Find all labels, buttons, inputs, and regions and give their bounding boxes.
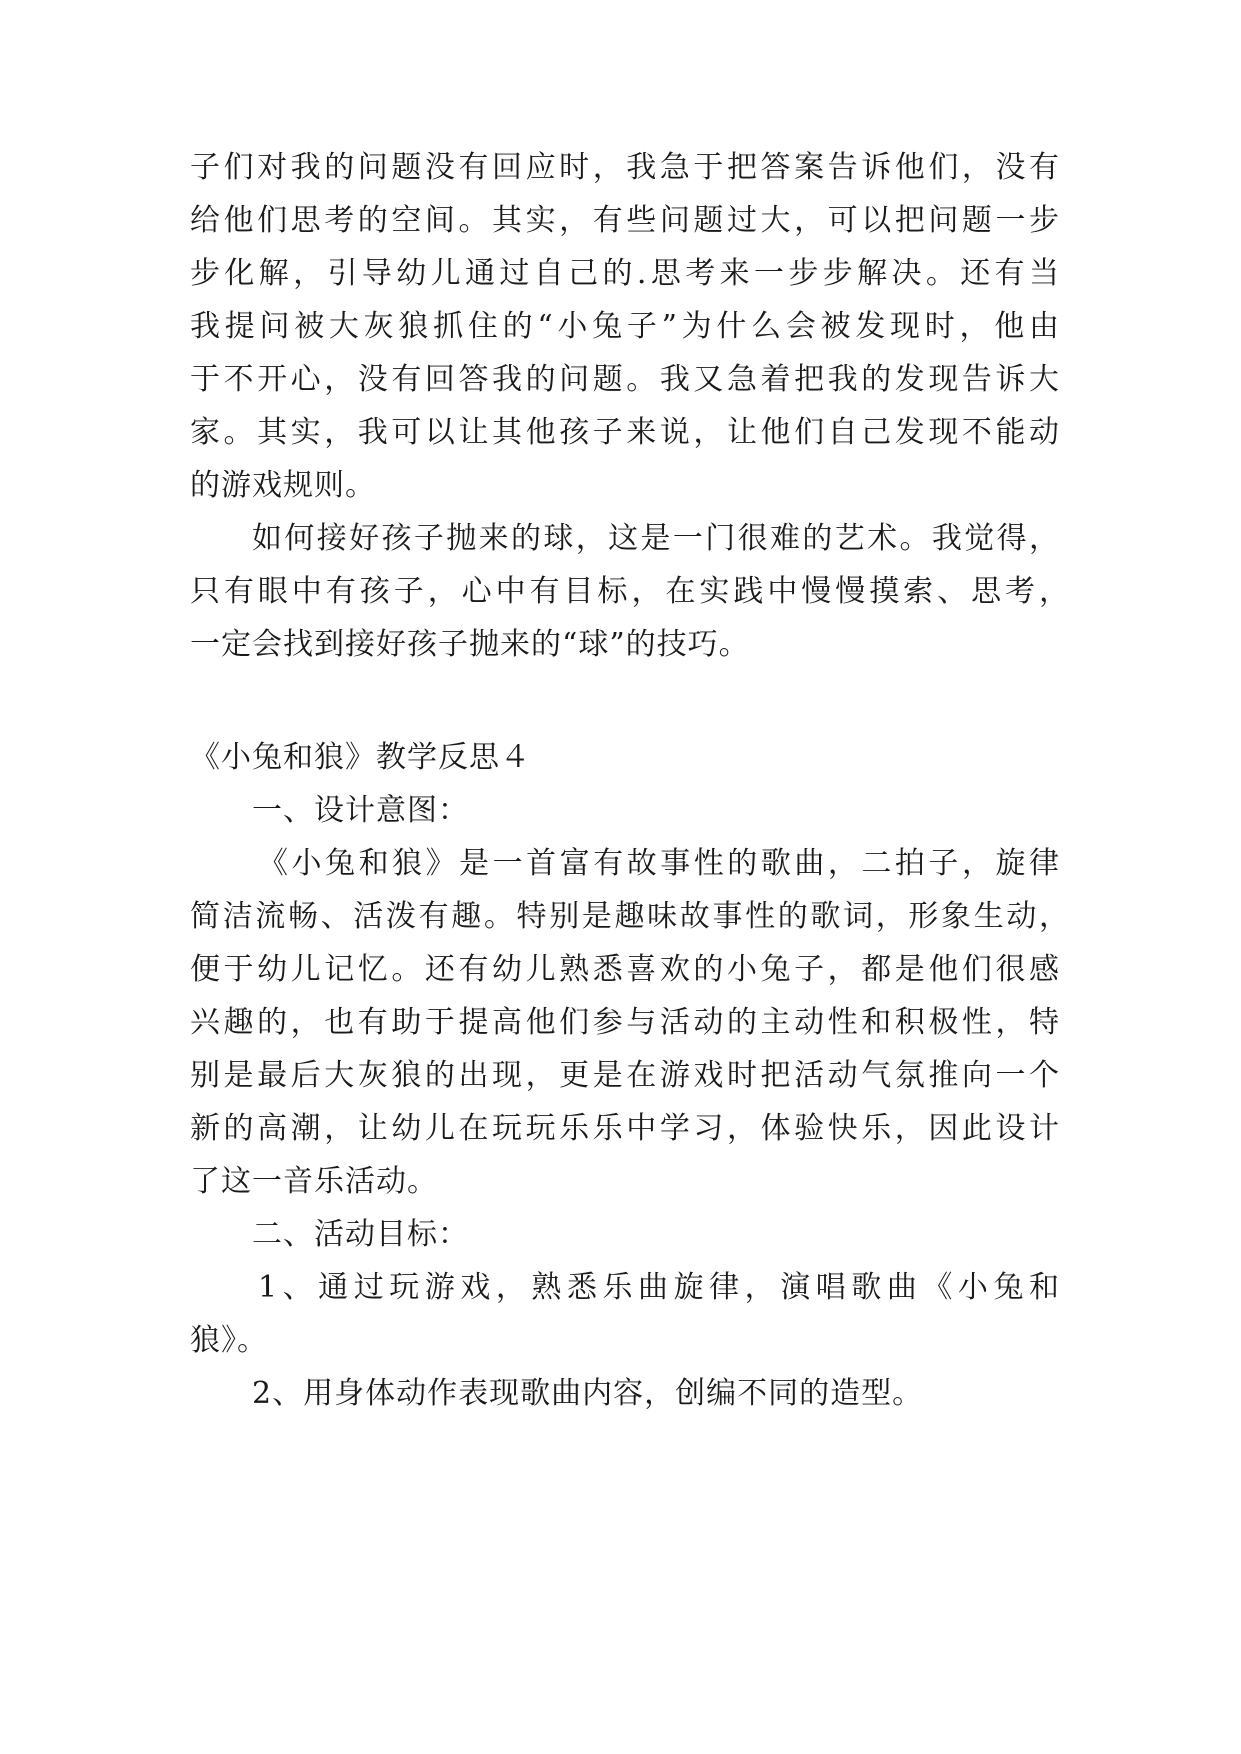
paragraph-line: 如何接好孩子抛来的球，这是一门很难的艺术。我觉得， [252, 521, 1060, 556]
paragraph-line: 于不开心，没有回答我的问题。我又急着把我的发现告诉大 [190, 362, 1060, 397]
paragraph-line: 《小兔和狼》是一首富有故事性的歌曲，二拍子，旋律 [258, 846, 1060, 881]
paragraph-line: 别是最后大灰狼的出现，更是在游戏时把活动气氛推向一个 [190, 1058, 1060, 1093]
list-item-line: 狼》。 [190, 1323, 268, 1358]
list-item-line: 1、通过玩游戏，熟悉乐曲旋律，演唱歌曲《小兔和 [258, 1270, 1060, 1305]
section-heading: 一、设计意图： [252, 793, 469, 828]
section-title: 《小兔和狼》教学反思４ [190, 740, 531, 775]
paragraph-line: 简洁流畅、活泼有趣。特别是趣味故事性的歌词，形象生动， [190, 899, 1070, 934]
paragraph-line: 一定会找到接好孩子抛来的“球”的技巧。 [190, 627, 750, 662]
paragraph-line: 便于幼儿记忆。还有幼儿熟悉喜欢的小兔子，都是他们很感 [190, 952, 1060, 987]
paragraph-line: 给他们思考的空间。其实，有些问题过大，可以把问题一步 [190, 203, 1060, 238]
paragraph-line: 步化解，引导幼儿通过自己的.思考来一步步解决。还有当 [190, 256, 1060, 291]
paragraph-line: 新的高潮，让幼儿在玩玩乐乐中学习，体验快乐，因此设计 [190, 1111, 1060, 1146]
section-heading: 二、活动目标： [252, 1217, 469, 1252]
paragraph-line: 子们对我的问题没有回应时，我急于把答案告诉他们，没有 [190, 150, 1060, 185]
paragraph-line: 了这一音乐活动。 [190, 1164, 438, 1199]
paragraph-line: 家。其实，我可以让其他孩子来说，让他们自己发现不能动 [190, 415, 1060, 450]
list-item-line: 2、用身体动作表现歌曲内容，创编不同的造型。 [252, 1376, 924, 1411]
paragraph-line: 我提问被大灰狼抓住的“小兔子”为什么会被发现时，他由 [190, 309, 1060, 344]
paragraph-line: 只有眼中有孩子，心中有目标，在实践中慢慢摸索、思考， [190, 574, 1070, 609]
paragraph-line: 兴趣的，也有助于提高他们参与活动的主动性和积极性，特 [190, 1005, 1060, 1040]
paragraph-line: 的游戏规则。 [190, 468, 376, 503]
